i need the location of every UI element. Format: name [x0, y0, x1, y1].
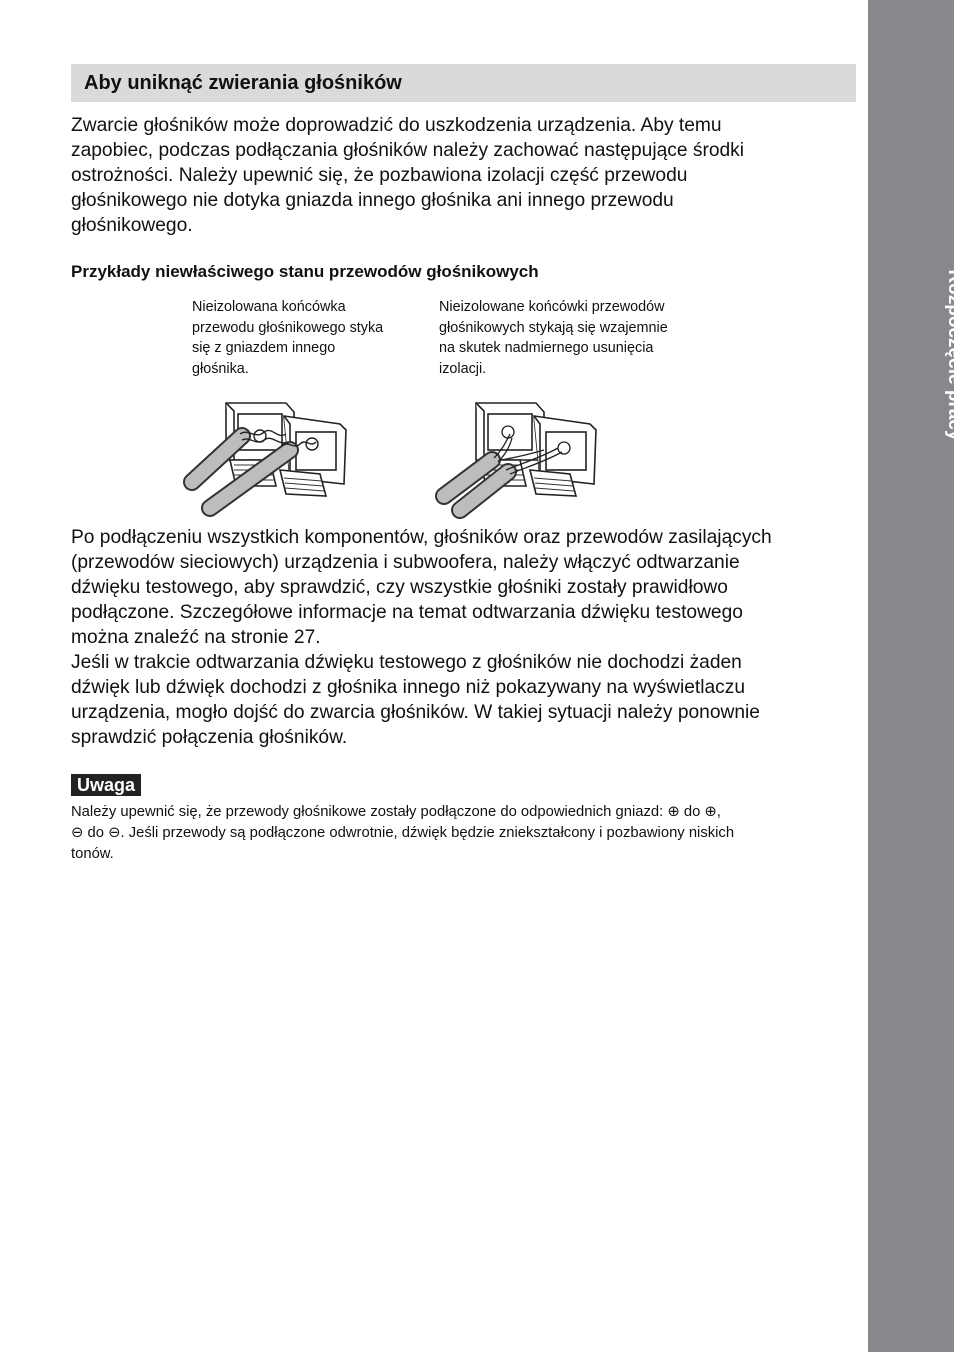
section-title: Aby uniknąć zwierania głośników — [84, 72, 402, 94]
intro-paragraph: Zwarcie głośników może doprowadzić do uszkodzenia urządzenia. Aby temu zapobiec, podczas podłączania głośników należy zachować następujące środki ostrożności. Należy upewnić się, że pozbawiona izolacji część przewodu głośnikowego nie dotyka gniazda innego głośnika ani innego przewodu głośnikowego. — [71, 115, 745, 236]
side-tab-label: Rozpoczęcie pracy — [944, 269, 965, 441]
speaker-terminal-illustration-1 — [190, 398, 350, 510]
section-header — [71, 64, 856, 102]
note-text: Należy upewnić się, że przewody głośnikowe zostały podłączone do odpowiednich gniazd: ⊕ do ⊕, ⊖ do ⊖. Jeśli przewody są podłączone odwrotnie, dźwięk będzie zniekształcony i pozbawiony niskich tonów. — [71, 804, 735, 862]
body-paragraph: Po podłączeniu wszystkich komponentów, głośników oraz przewodów zasilających (przewodów sieciowych) urządzenia i subwoofera, należy włączyć odtwarzanie dźwięku testowego, aby sprawdzić, czy wszystkie głośniki zostały prawidłowo podłączone. Szczegółowe informacje na temat odtwarzania dźwięku testowego można znaleźć na stronie 27. Jeśli w trakcie odtwarzania dźwięku testowego z głośników nie dochodzi żaden dźwięk lub dźwięk dochodzi z głośnika innego niż pokazywany na wyświetlaczu urządzenia, mogło dojść do zwarcia głośników. W takiej sytuacji należy ponownie sprawdzić połączenia głośników. — [71, 527, 772, 748]
example-caption-2: Nieizolowane końcówki przewodów głośnikowych stykają się wzajemnie na skutek nadmiernego usunięcia izolacji. — [439, 299, 668, 377]
note-badge: Uwaga — [71, 774, 141, 796]
speaker-terminal-illustration-2 — [440, 398, 605, 510]
example-caption-1: Nieizolowana końcówka przewodu głośnikowego styka się z gniazdem innego głośnika. — [192, 299, 384, 377]
examples-subheading: Przykłady niewłaściwego stanu przewodów głośnikowych — [71, 262, 539, 281]
side-tab — [868, 0, 954, 1352]
